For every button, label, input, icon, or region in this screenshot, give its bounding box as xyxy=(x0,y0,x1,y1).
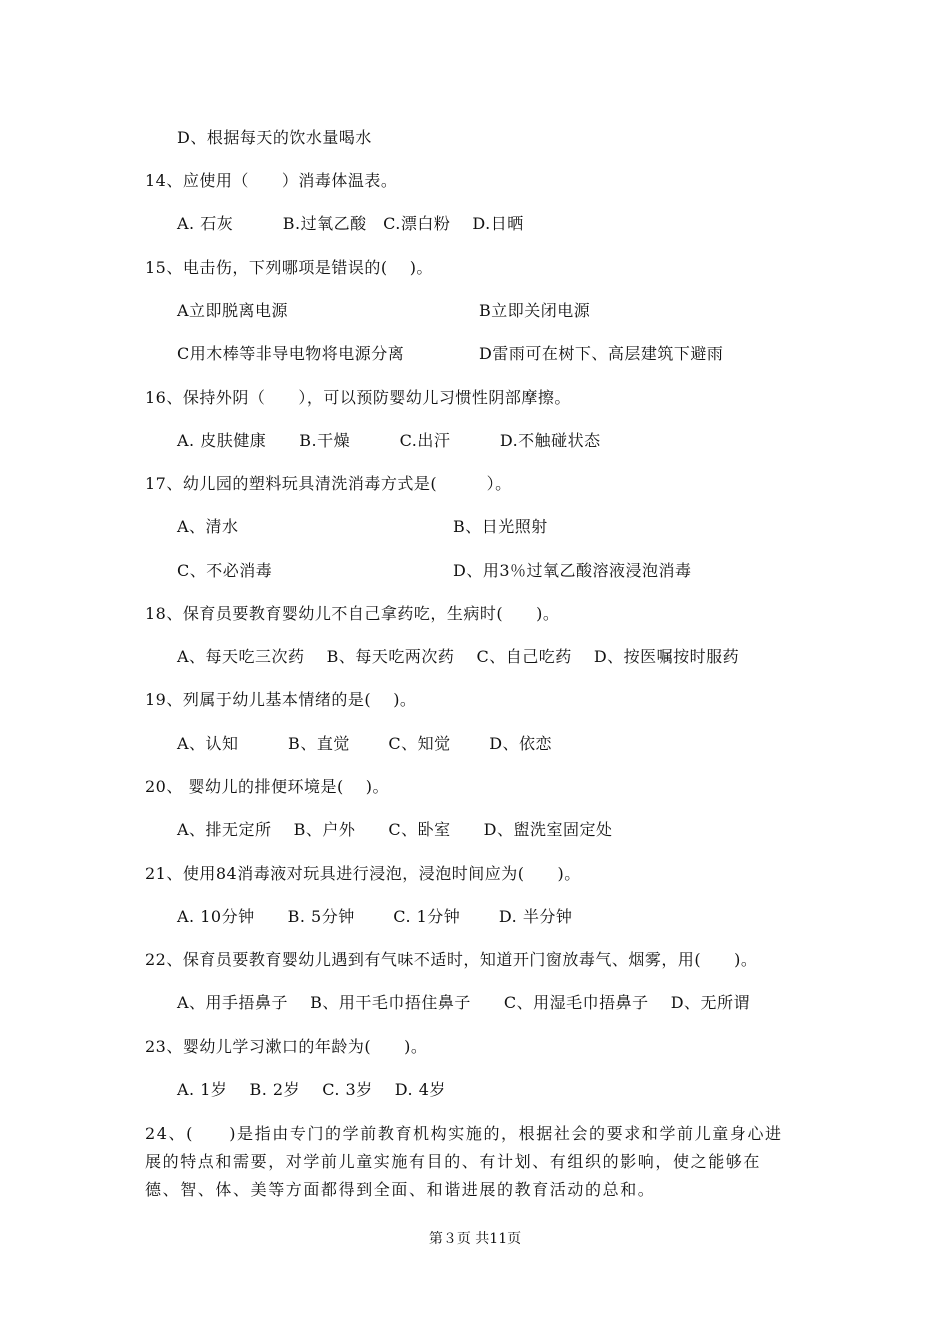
question-17-option-b: B、日光照射 xyxy=(453,517,548,536)
question-20: 20、 婴幼儿的排便环境是( )。 xyxy=(145,777,390,796)
q13-option-d: D、根据每天的饮水量喝水 xyxy=(177,128,372,147)
question-18: 18、保育员要教育婴幼儿不自己拿药吃，生病时( )。 xyxy=(145,604,560,623)
question-24: 24、( )是指由专门的学前教育机构实施的，根据社会的要求和学前儿童身心进展的特点和需要，对学前儿童实施有目的、有计划、有组织的影响，使之能够在德、智、体、美等方面都得到全面、和谐进展的教育活动的总和。 xyxy=(145,1124,783,1199)
question-17: 17、幼儿园的塑料玩具清洗消毒方式是( ）。 xyxy=(145,474,512,493)
question-21: 21、使用84消毒液对玩具进行浸泡，浸泡时间应为( )。 xyxy=(145,864,581,883)
question-15-option-a: A立即脱离电源 xyxy=(177,301,289,320)
question-17-option-c: C、不必消毒 xyxy=(177,561,273,580)
question-16-options: A. 皮肤健康 B.干燥 C.出汗 D.不触碰状态 xyxy=(177,431,601,450)
question-23-options: A. 1岁 B. 2岁 C. 3岁 D. 4岁 xyxy=(177,1080,446,1099)
question-21-options: A. 10分钟 B. 5分钟 C. 1分钟 D. 半分钟 xyxy=(177,907,573,926)
question-15-option-b: B立即关闭电源 xyxy=(479,301,591,320)
question-14-options: A. 石灰 B.过氧乙酸 C.漂白粉 D.日晒 xyxy=(177,214,524,233)
question-14: 14、应使用（ ）消毒体温表。 xyxy=(145,171,398,190)
question-22-options: A、用手捂鼻子 B、用干毛巾捂住鼻子 C、用湿毛巾捂鼻子 D、无所谓 xyxy=(177,993,751,1012)
question-15: 15、电击伤，下列哪项是错误的( )。 xyxy=(145,258,433,277)
question-19-options: A、认知 B、直觉 C、知觉 D、依恋 xyxy=(177,734,553,753)
question-15-option-c: C用木棒等非导电物将电源分离 xyxy=(177,344,405,363)
question-17-option-a: A、清水 xyxy=(177,517,239,536)
question-23: 23、婴幼儿学习漱口的年龄为( )。 xyxy=(145,1037,428,1056)
question-16: 16、保持外阴（ ），可以预防婴幼儿习惯性阴部摩擦。 xyxy=(145,388,571,407)
page-footer: 第３页 共11页 xyxy=(428,1231,522,1247)
question-17-option-d: D、用3％过氧乙酸溶液浸泡消毒 xyxy=(453,561,692,580)
question-22: 22、保育员要教育婴幼儿遇到有气味不适时，知道开门窗放毒气、烟雾，用( )。 xyxy=(145,950,758,969)
question-20-options: A、排无定所 B、户外 C、卧室 D、盥洗室固定处 xyxy=(177,820,613,839)
question-19: 19、列属于幼儿基本情绪的是( )。 xyxy=(145,690,417,709)
question-18-options: A、每天吃三次药 B、每天吃两次药 C、自己吃药 D、按医嘱按时服药 xyxy=(177,647,740,666)
question-15-option-d: D雷雨可在树下、高层建筑下避雨 xyxy=(479,344,724,363)
